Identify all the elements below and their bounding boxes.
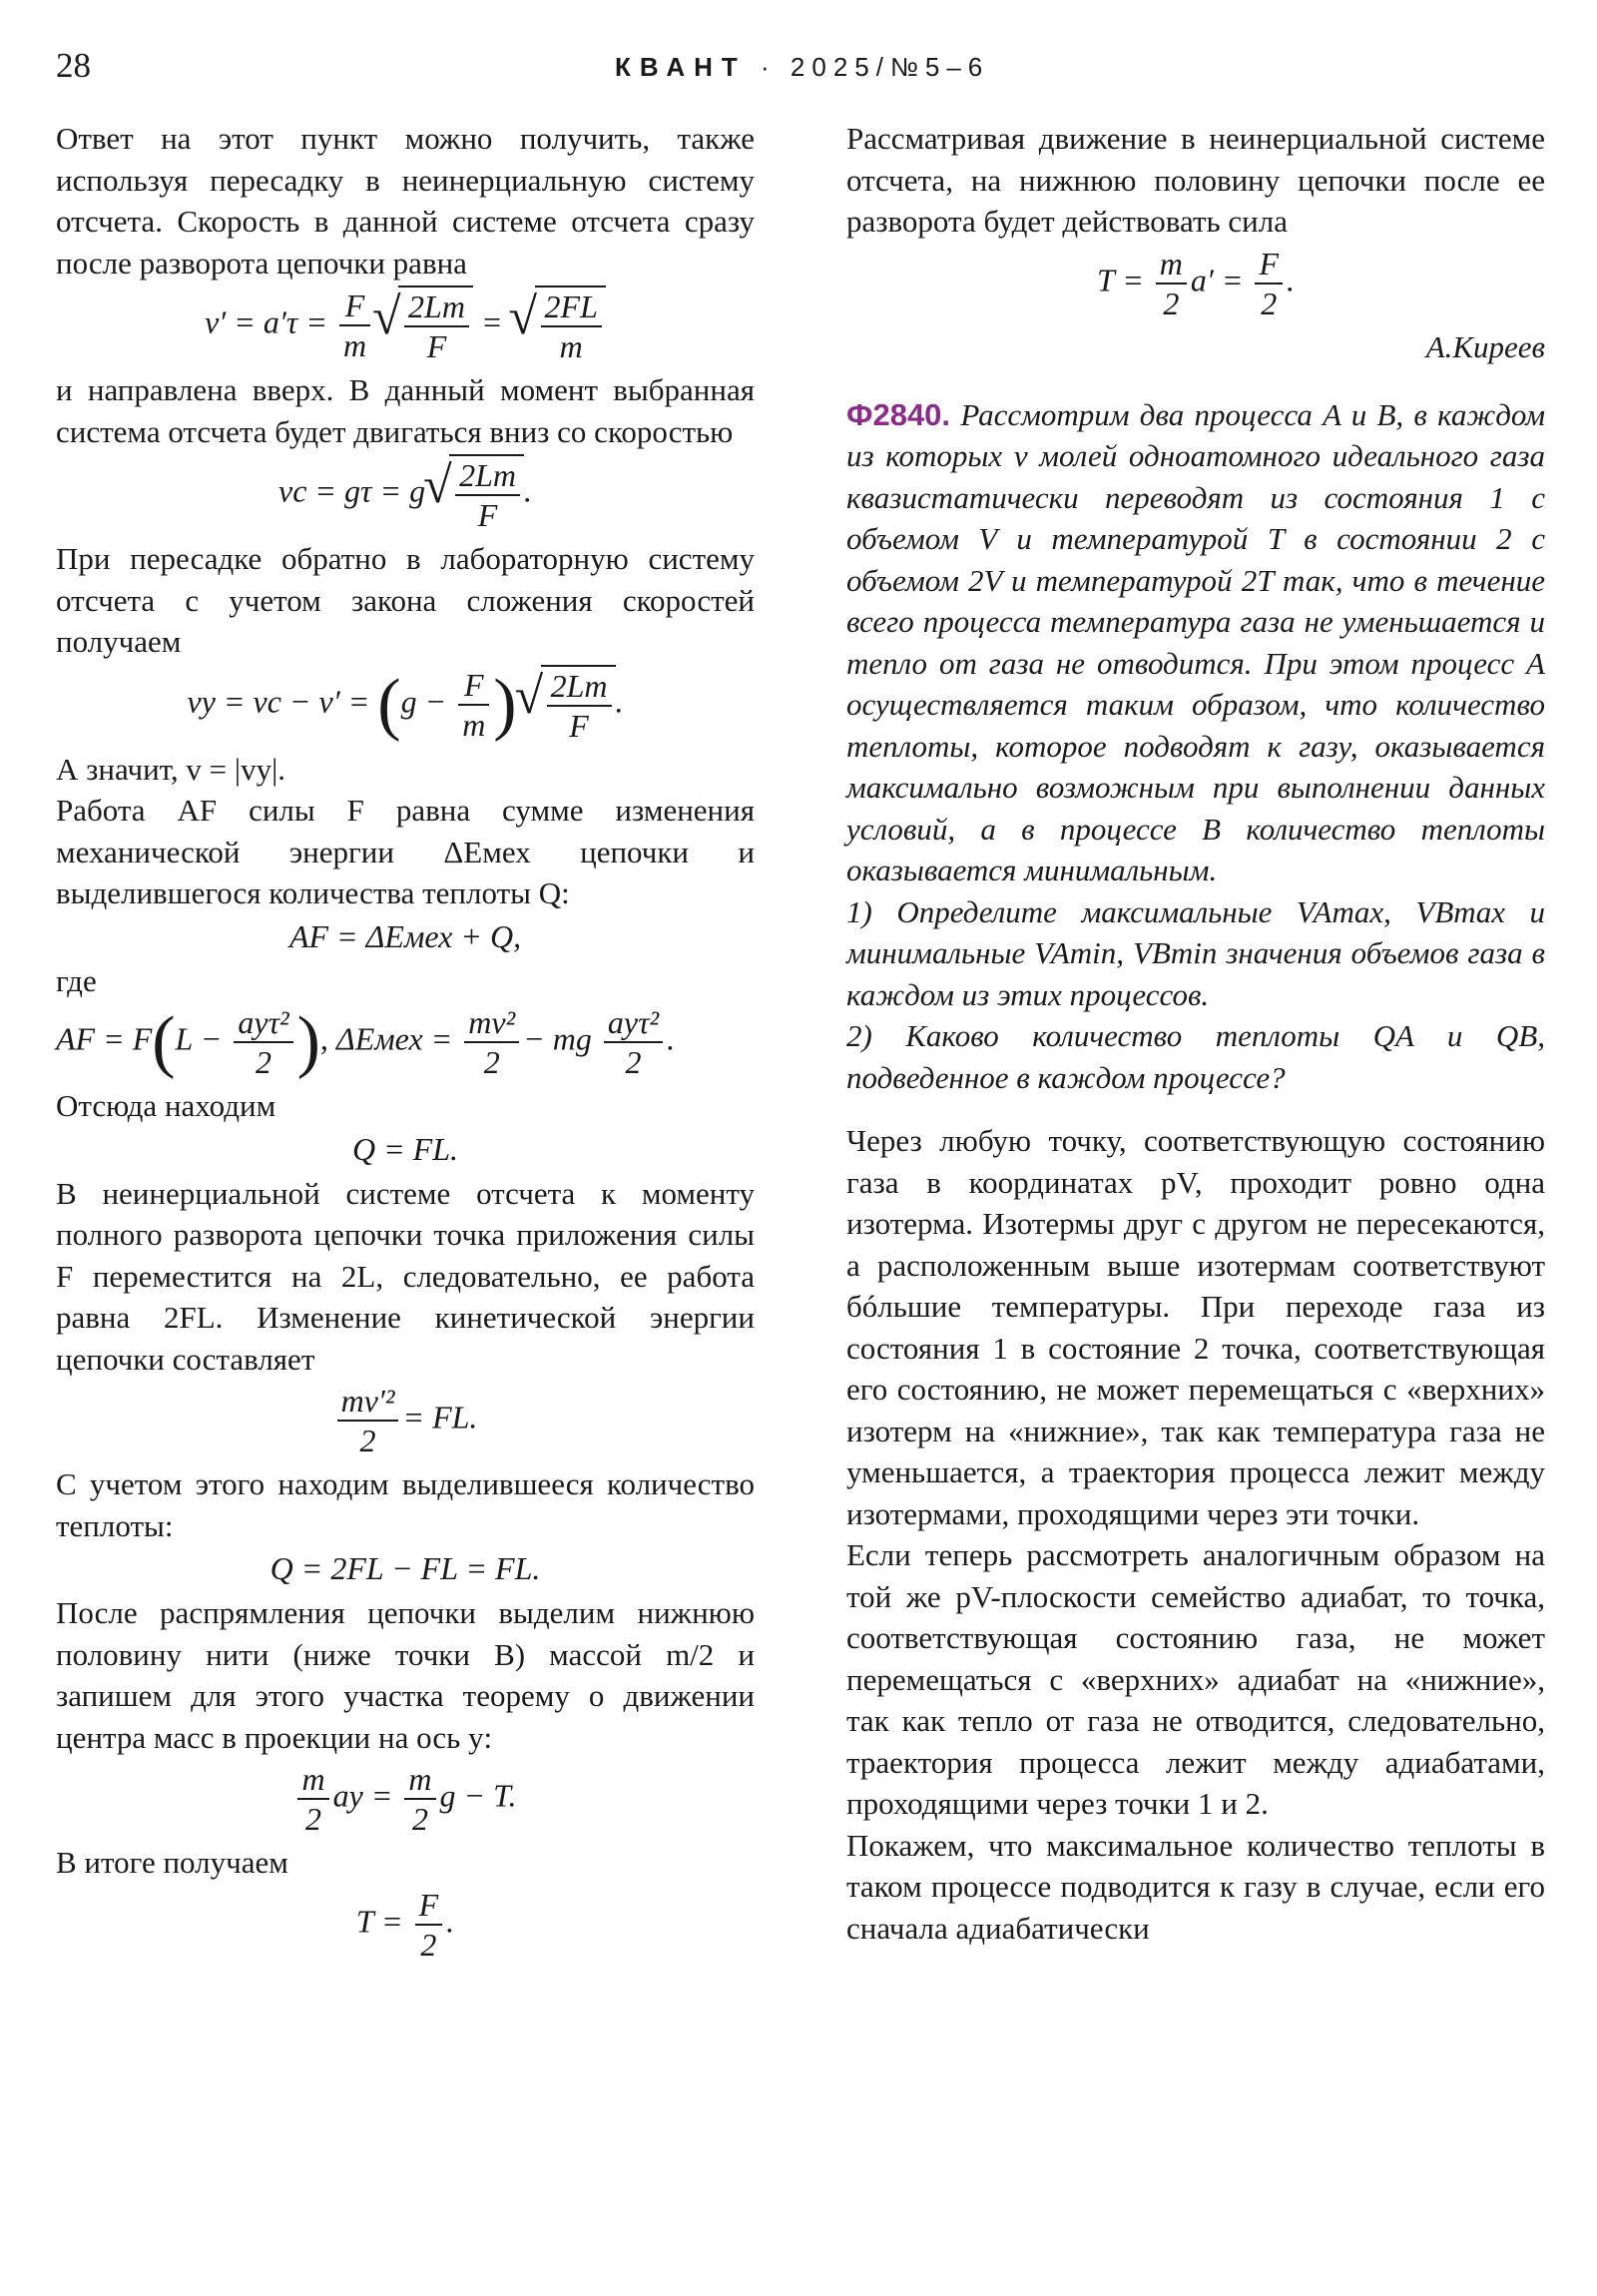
numerator: F <box>458 666 489 706</box>
eq-term: ay = <box>332 1777 393 1814</box>
sqrt <box>535 286 606 365</box>
paren: ( <box>152 1003 176 1080</box>
paragraph: Рассматривая движение в неинерциальной системе отсчета, на нижнюю половину цепочки после ее разворота будет действовать сила <box>846 121 1545 239</box>
numerator: F <box>1255 245 1283 285</box>
denominator: F <box>569 707 589 744</box>
fraction <box>458 666 489 744</box>
paren: ) <box>296 1003 320 1080</box>
denominator: m <box>559 328 583 364</box>
equation-af-energy <box>56 1003 755 1081</box>
paragraph: Отсюда находим <box>56 1088 276 1123</box>
fraction <box>604 1003 663 1081</box>
issue-label: · 2025/№5–6 <box>761 52 990 82</box>
problem-statement <box>846 394 1545 1099</box>
numerator: m <box>297 1760 328 1800</box>
equation-heat: Q = 2FL − FL = FL. <box>269 1550 541 1586</box>
problem-question-1: 1) Определите максимальные VAmax, VBmax и минимальные VAmin, VBmin значения объемов газа в каждом из этих процессов. <box>846 893 1545 1012</box>
eq-term: T = <box>355 1902 403 1939</box>
paragraph: Работа AF силы F равна сумме изменения механической энергии ΔEмех цепочки и выделившегося количества теплоты Q: <box>56 793 755 910</box>
equation-q-result: Q = FL. <box>351 1130 459 1167</box>
eq-term: . <box>615 682 624 719</box>
denominator: 2 <box>483 1044 500 1080</box>
numerator: √ 2Lm <box>455 456 520 496</box>
fraction <box>337 1382 399 1459</box>
journal-name: КВАНТ <box>615 52 747 82</box>
problem-text <box>846 394 1545 891</box>
running-head <box>615 52 989 83</box>
fraction <box>404 287 469 365</box>
eq-term: vy = vc − v′ = <box>187 682 370 719</box>
left-column <box>56 118 755 1968</box>
eq-term: . <box>446 1902 455 1939</box>
numerator: √ 2Lm <box>404 287 469 327</box>
fraction <box>547 667 612 745</box>
denominator: 2 <box>1163 285 1180 321</box>
numerator: m <box>404 1760 435 1800</box>
denominator: m <box>342 327 367 363</box>
paren: ) <box>493 665 517 743</box>
eq-term: = <box>480 303 503 340</box>
denominator: m <box>462 706 486 743</box>
eq-term: = FL. <box>402 1399 478 1435</box>
eq-term: v′ = a′τ = <box>205 303 327 340</box>
sqrt <box>398 286 473 365</box>
paragraph: В неинерциальной системе отсчета к моменту полного разворота цепочки точка приложения силы F переместится на 2L, следовательно, ее работа равна 2FL. Изменение кинетической энергии цепочки составляет <box>56 1175 755 1377</box>
equation-tension-noninertial <box>846 245 1545 322</box>
numerator: F <box>415 1886 443 1926</box>
fraction <box>404 1760 435 1838</box>
eq-term: g − <box>400 682 447 719</box>
fraction <box>234 1003 292 1081</box>
paragraph: С учетом этого находим выделившееся количество теплоты: <box>56 1466 755 1543</box>
paragraph: где <box>56 962 97 998</box>
fraction <box>455 456 520 534</box>
eq-term: − mg <box>523 1020 592 1057</box>
numerator: mv² <box>464 1003 519 1043</box>
denominator: 2 <box>359 1423 376 1458</box>
denominator: 2 <box>255 1044 271 1080</box>
denominator: F <box>477 497 498 533</box>
fraction <box>1255 245 1283 322</box>
equation-work: AF = ΔEмех + Q, <box>288 917 522 954</box>
denominator: 2 <box>625 1044 642 1080</box>
numerator: mv′² <box>337 1382 399 1422</box>
eq-term: a′ = <box>1190 261 1244 297</box>
problem-body: Рассмотрим два процесса A и B, в каждом из которых ν молей одноатомного идеального газа квазистатически переводят из состояния 1 с объемом V и температурой T в состоянии 2 с объемом 2V и температурой 2T так, что в течение всего процесса температура газа не уменьшается и тепло от газа не отводится. При этом процесс A осуществляется таким образом, что количество теплоты, которое подводят к газу, оказывается максимально возможным при выполнении данных условий, а в процессе B количество теплоты оказывается минимальным. <box>846 396 1545 887</box>
paragraph: В итоге получаем <box>56 1845 288 1880</box>
sqrt <box>449 454 524 534</box>
fraction <box>464 1003 519 1081</box>
equation-velocity-prime <box>56 286 755 365</box>
paragraph: А значит, v = |vy|. <box>56 751 286 787</box>
denominator: 2 <box>305 1801 322 1837</box>
equation-vy <box>56 665 755 745</box>
eq-term: g − T. <box>439 1777 517 1814</box>
equation-kinetic <box>56 1382 755 1459</box>
eq-term: vc = gτ = g <box>278 472 426 509</box>
denominator: 2 <box>1261 285 1278 321</box>
eq-term: T = <box>1096 261 1144 297</box>
eq-term: . <box>1287 261 1296 297</box>
right-column <box>846 118 1545 1949</box>
eq-term: . <box>523 472 532 509</box>
numerator: √ 2FL <box>541 287 602 327</box>
eq-term: . <box>667 1020 676 1057</box>
sqrt <box>541 665 616 745</box>
numerator: m <box>1156 245 1187 285</box>
numerator: √ 2Lm <box>547 667 612 707</box>
paragraph: При пересадке обратно в лабораторную систему отсчета с учетом закона сложения скоростей получаем <box>56 541 755 659</box>
equation-tension <box>56 1886 755 1964</box>
denominator: 2 <box>411 1801 428 1837</box>
eq-term: L − <box>175 1020 223 1057</box>
problem-question-2: 2) Каково количество теплоты QA и QB, подведенное в каждом процессе? <box>846 1018 1545 1095</box>
paragraph: Покажем, что максимальное количество теплоты в таком процессе подводится к газу в случае, если его сначала адиабатически <box>846 1827 1545 1946</box>
numerator: F <box>339 287 370 326</box>
numerator: ayτ² <box>234 1003 292 1043</box>
paragraph: После распрямления цепочки выделим нижнюю половину нити (ниже точки B) массой m/2 и запишем для этого участка теорему о движении центра масс в проекции на ось y: <box>56 1595 755 1755</box>
spacer <box>846 1098 1545 1120</box>
fraction <box>1156 245 1187 322</box>
fraction <box>415 1886 443 1964</box>
paragraph: Если теперь рассмотреть аналогичным образом на той же pV-плоскости семейство адиабат, то точка, соответствующая состоянию газа, не может перемещаться с «верхних» адиабат на «нижние», так как тепло от газа не отводится, следовательно, траектория процесса лежит между адиабатами, проходящими через точки 1 и 2. <box>846 1537 1545 1821</box>
paragraph: и направлена вверх. В данный момент выбранная система отсчета будет двигаться вниз со скоростью <box>56 372 755 449</box>
eq-term: AF = F <box>56 1020 153 1057</box>
paragraph: Через любую точку, соответствующую состоянию газа в координатах pV, проходит ровно одна изотерма. Изотермы друг с другом не пересекаются, а расположенным выше изотермам соответствуют бóльшие температуры. При переходе газа из состояния 1 в состояние 2 точка, соответствующая его состоянию, не может перемещаться с «верхних» изотерм на «нижние», так как температура газа не уменьшается, а траектория процесса лежит между изотермами, проходящими через эти точки. <box>846 1123 1545 1531</box>
author-signature: А.Киреев <box>1425 328 1545 364</box>
fraction <box>297 1760 328 1838</box>
denominator: F <box>426 328 447 364</box>
page-number: 28 <box>56 46 91 85</box>
page-header <box>56 46 1541 86</box>
equation-com <box>56 1760 755 1838</box>
fraction <box>541 287 602 365</box>
paragraph: Ответ на этот пункт можно получить, также используя пересадку в неинерциальную систему отсчета. Скорость в данной системе отсчета сразу после разворота цепочки равна <box>56 121 755 281</box>
equation-vc <box>56 454 755 534</box>
eq-term: , ΔEмех = <box>319 1020 453 1057</box>
problem-number: Ф2840. <box>846 396 951 432</box>
numerator: ayτ² <box>604 1003 663 1043</box>
fraction <box>339 287 370 364</box>
paren: ( <box>377 665 401 743</box>
denominator: 2 <box>420 1926 437 1963</box>
